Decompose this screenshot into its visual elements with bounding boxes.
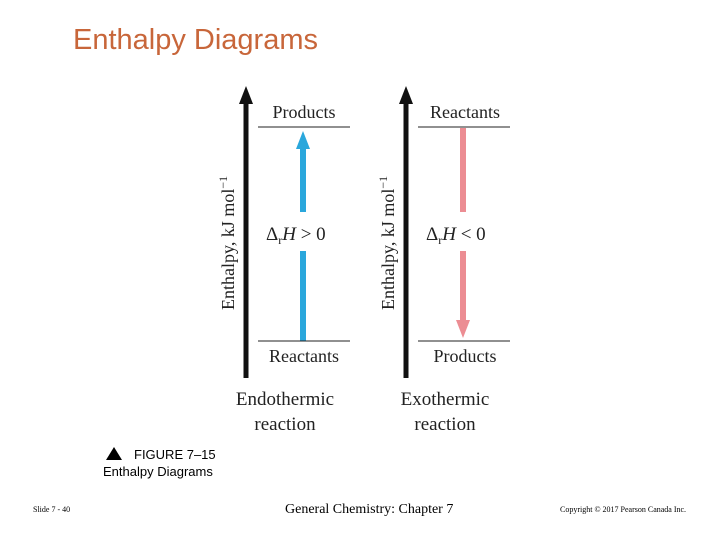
exo-axis-label: Enthalpy, kJ mol$^{-1}$ (376, 175, 398, 310)
exo-axis-arrowhead (399, 86, 413, 104)
endo-axis-arrowhead (239, 86, 253, 104)
endo-products-label: Products (272, 102, 336, 122)
endo-delta-h-label: $\Delta_rH > 0$ (266, 224, 326, 247)
endo-axis-label: Enthalpy, kJ mol$^{-1}$ (216, 175, 238, 310)
endo-caption-line2: reaction (254, 414, 316, 435)
slide-title: Enthalpy Diagrams (73, 24, 318, 56)
slide-number: Slide 7 - 40 (33, 505, 71, 514)
exo-reactants-label: Reactants (430, 102, 500, 122)
copyright-footer: Copyright © 2017 Pearson Canada Inc. (560, 505, 687, 514)
course-footer: General Chemistry: Chapter 7 (285, 502, 454, 517)
exothermic-panel (376, 86, 510, 435)
figure-number: FIGURE 7–15 (134, 447, 216, 462)
endo-reactants-label: Reactants (269, 346, 339, 366)
exo-delta-h-label: $\Delta_rH < 0$ (426, 224, 486, 247)
figure-caption-title: Enthalpy Diagrams (103, 464, 213, 479)
exo-products-label: Products (433, 346, 497, 366)
endo-caption-line1: Endothermic (235, 389, 335, 410)
exo-caption-line2: reaction (414, 414, 476, 435)
triangle-marker-icon (106, 447, 122, 460)
endo-arrowhead (296, 131, 310, 149)
exo-arrowhead (456, 320, 470, 338)
exo-caption-line1: Exothermic (400, 389, 490, 410)
endothermic-panel (216, 86, 350, 435)
